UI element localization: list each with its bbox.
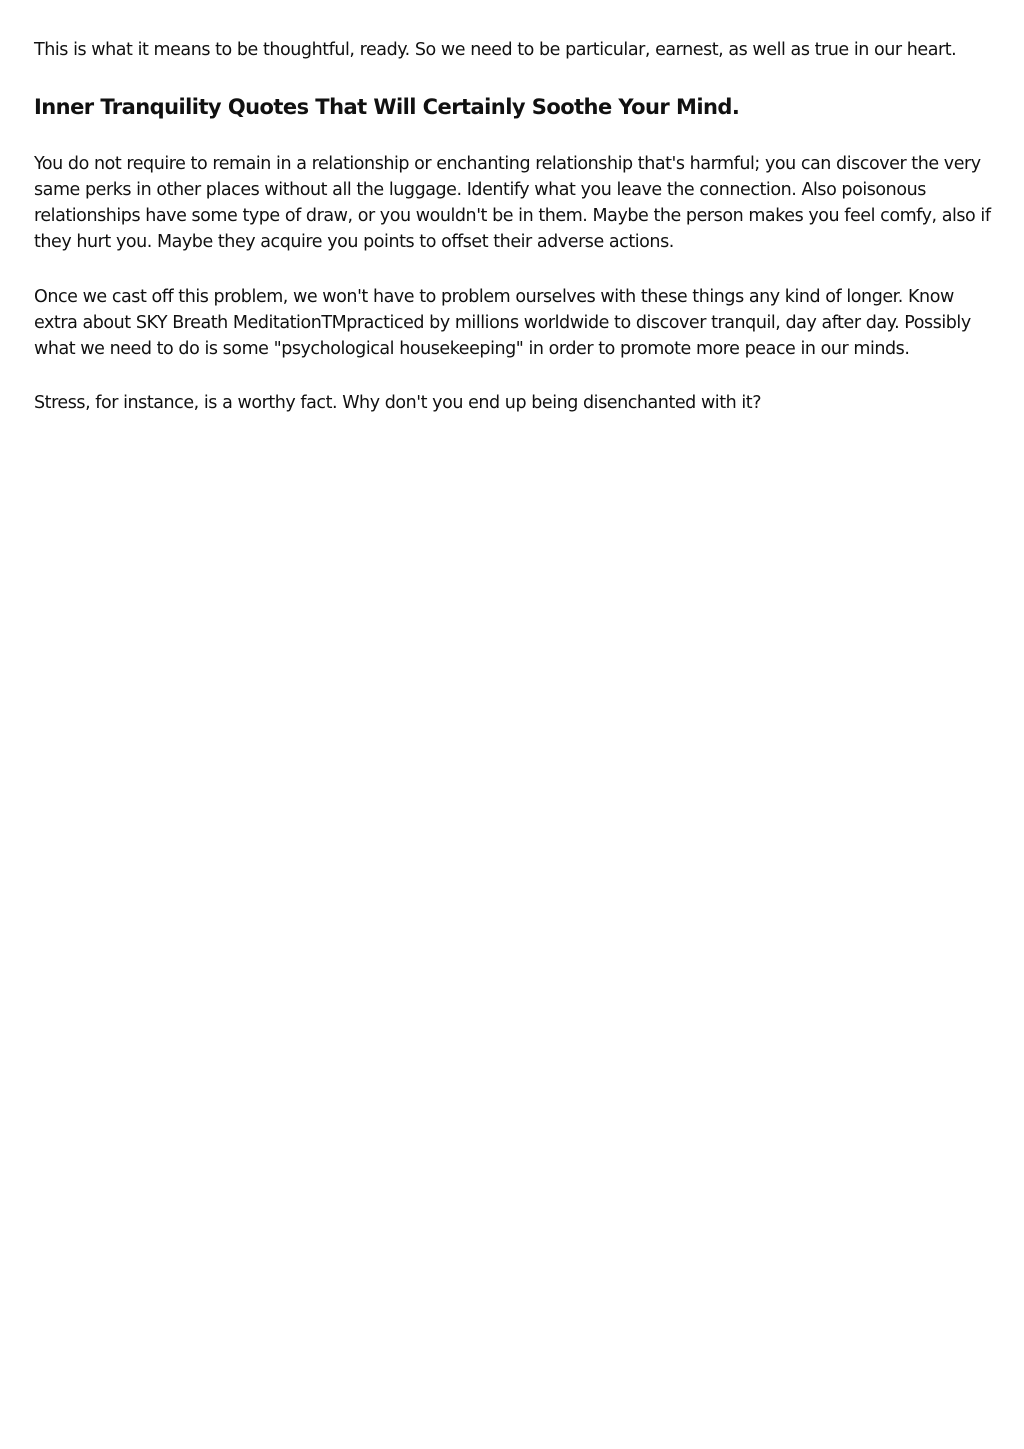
section-heading: Inner Tranquility Quotes That Will Certainly Soothe Your Mind. [34,95,740,119]
body-paragraph-3: Stress, for instance, is a worthy fact. Why don't you end up being disenchanted with it? [34,393,762,413]
body-paragraph-1: You do not require to remain in a relationship or enchanting relationship that's harmful; you can discover the very same perks in other places without all the luggage. Identify what you leave the connection. Also poisonous relationships have some type of draw, or you wouldn't be in them. Maybe the person makes you feel comfy, also if they hurt you. Maybe they acquire you points to offset their adverse actions. [34,154,991,252]
body-paragraph-2: Once we cast off this problem, we won't have to problem ourselves with these things any kind of longer. Know extra about SKY Breath MeditationTMpracticed by millions worldwide to discover tranquil, day after day. Possibly what we need to do is some "psychological housekeeping" in order to promote more peace in our minds. [34,287,971,359]
intro-paragraph: This is what it means to be thoughtful, ready. So we need to be particular, earnest, as well as true in our heart. [34,40,957,60]
